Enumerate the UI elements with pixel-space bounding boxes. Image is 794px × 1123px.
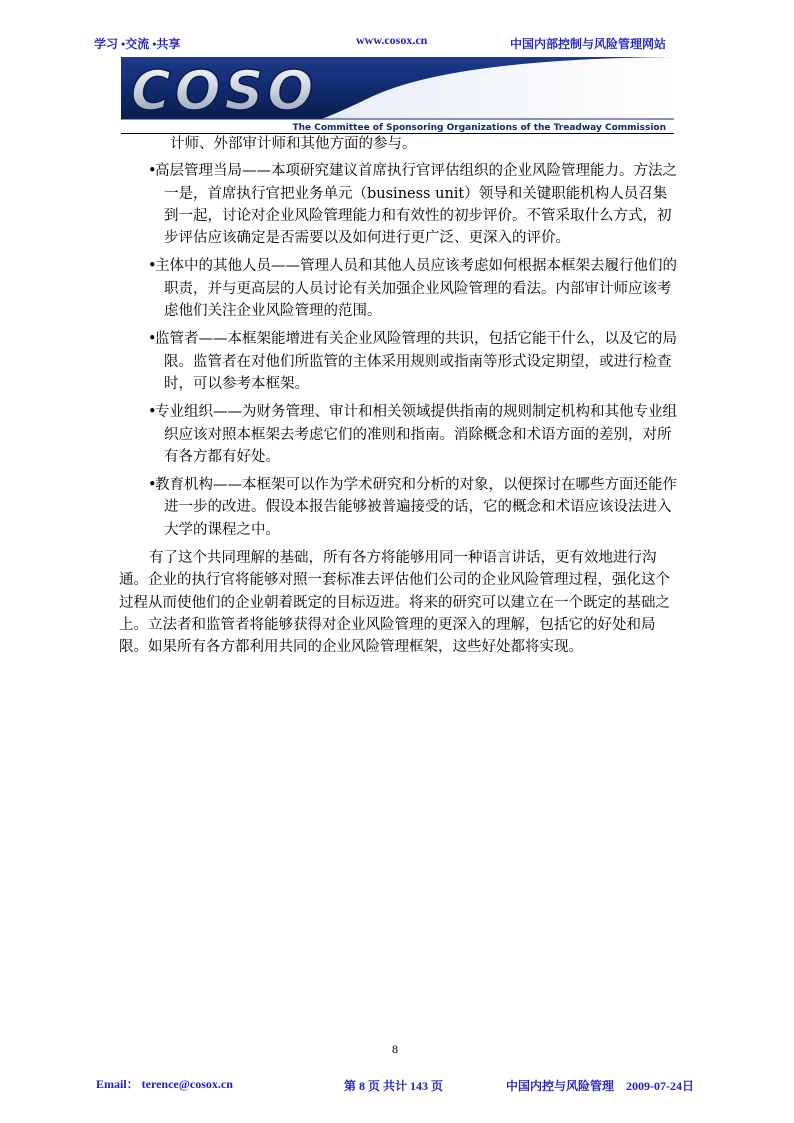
bullet-icon: •	[148, 477, 157, 494]
footer-date: 2009-07-24日	[626, 1079, 694, 1093]
list-item: • 专业组织——为财务管理、审计和相关领域提供指南的规则制定机构和其他专业组织应该对照本框架去考虑它们的准则和指南。消除概念和术语方面的差别，对所有各方都有好处。	[119, 401, 679, 468]
bullet-list	[119, 160, 679, 541]
bullet-icon: •	[148, 331, 157, 348]
list-item: • 主体中的其他人员——管理人员和其他人员应该考虑如何根据本框架去履行他们的职责，并与更高层的人员讨论有关加强企业风险管理的看法。内部审计师应该考虑他们关注企业风险管理的范围。	[119, 255, 679, 322]
footer-email[interactable]: Email： terence@cosox.cn	[96, 1077, 233, 1091]
page-number: 8	[392, 1042, 398, 1056]
bullet-icon: •	[148, 258, 157, 275]
header-site-name: 中国内部控制与风险管理网站	[510, 37, 667, 51]
coso-logo-text: COSO	[131, 59, 318, 122]
list-item: • 监管者——本框架能增进有关企业风险管理的共识，包括它能干什么，以及它的局限。监管者在对他们所监管的主体采用规则或指南等形式设定期望，或进行检查时，可以参考本框架。	[119, 328, 679, 395]
header-website-link[interactable]: www.cosox.cn	[356, 33, 428, 47]
closing-paragraph: 有了这个共同理解的基础，所有各方将能够用同一种语言讲话，更有效地进行沟通。企业的执行官将能够对照一套标准去评估他们公司的企业风险管理过程，强化这个过程从而使他们的企业朝着既定的目标迈进。将来的研究可以建立在一个既定的基础之上。立法者和监管者将能够获得对企业风险管理的更深入的理解，包括它的好处和局限。如果所有各方都利用共同的企业风险管理框架，这些好处都将实现。	[119, 550, 670, 656]
footer-site-name: 中国内控与风险管理	[506, 1079, 615, 1093]
bullet-icon: •	[148, 404, 157, 421]
bullet-icon: •	[148, 163, 157, 180]
coso-logo-caption: The Committee of Sponsoring Organizations of the Treadway Commission	[292, 123, 666, 133]
list-item: • 教育机构——本框架可以作为学术研究和分析的对象，以便探讨在哪些方面还能作进一步的改进。假设本报告能够被普遍接受的话，它的概念和术语应该设法进入大学的课程之中。	[119, 474, 679, 541]
header-tagline: 学习 •交流 •共享	[94, 37, 181, 51]
footer-page-count: 第 8 页 共计 143 页	[344, 1079, 444, 1093]
coso-banner-logo	[121, 57, 674, 133]
document-body	[119, 133, 679, 659]
list-item: • 高层管理当局——本项研究建议首席执行官评估组织的企业风险管理能力。方法之一是，首席执行官把业务单元（business unit）领导和关键职能机构人员召集到一起，讨论对企业风险管理能力和有效性的初步评价。不管采取什么方式，初步评估应该确定是否需要以及如何进行更广泛、更深入的评价。	[119, 160, 679, 249]
continuation-line: 计师、外部审计师和其他方面的参与。	[170, 136, 417, 152]
